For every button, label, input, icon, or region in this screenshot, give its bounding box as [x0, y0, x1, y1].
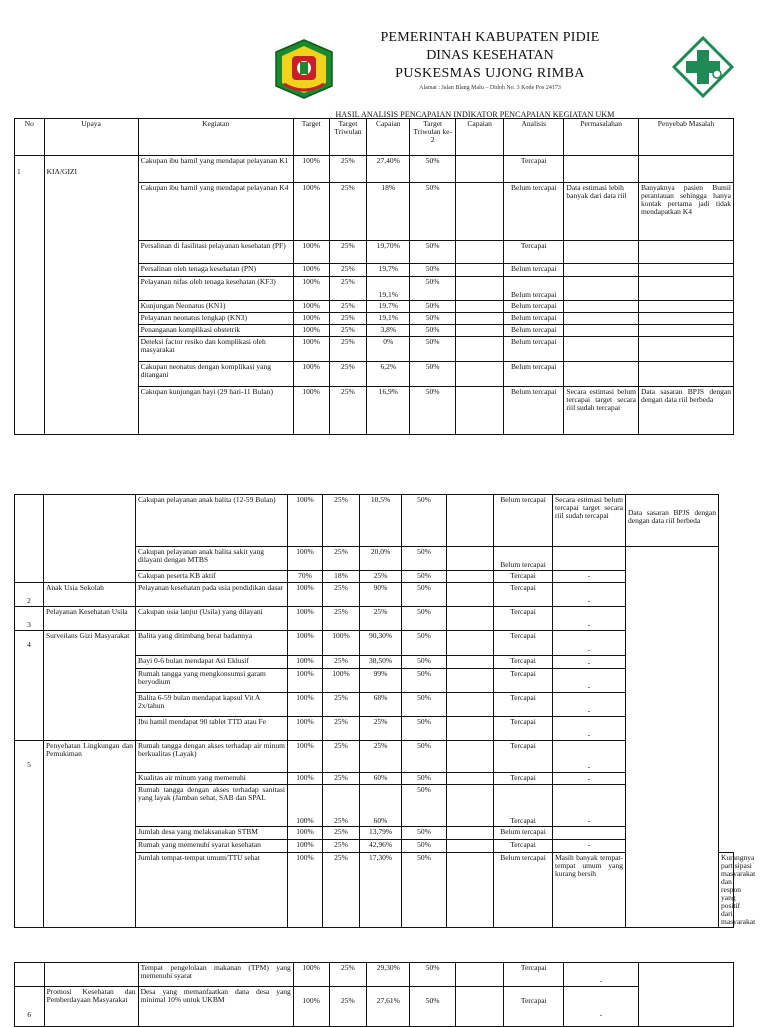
cell-analisis: Tercapai: [494, 785, 553, 827]
cell-capaian: 27,61%: [367, 987, 410, 1027]
cell-target-triwulan-2: 50%: [402, 785, 447, 827]
col-header-target-triwulan: Target Triwulan: [329, 119, 367, 156]
col-header-no: No: [15, 119, 45, 156]
cell-analisis: Belum tercapai: [504, 325, 564, 337]
cell-kegiatan: Pelayanan nifas oleh tenaga kesehatan (KF3): [138, 277, 293, 301]
cell-target-triwulan-2: 50%: [402, 547, 447, 571]
cell-target-triwulan: 25%: [329, 987, 367, 1027]
cell-permasalahan: [564, 362, 639, 387]
cell-target: 100%: [293, 264, 329, 277]
cell-analisis: Belum tercapai: [494, 827, 553, 840]
cell-kegiatan: Pelayanan neonatus lengkap (KN3): [138, 313, 293, 325]
table-page-1: [14, 118, 734, 435]
cell-permasalahan: -: [553, 669, 626, 693]
cell-capaian-2: [447, 840, 494, 853]
cell-kegiatan: Rumah tangga yang mengkonsumsi garam beryodium: [136, 669, 288, 693]
cell-target-triwulan-2: 50%: [410, 987, 456, 1027]
cell-kegiatan: Cakupan neonatus dengan komplikasi yang ditangani: [138, 362, 293, 387]
cell-permasalahan: -: [564, 963, 639, 987]
cell-analisis: Tercapai: [504, 156, 564, 183]
cell-target: 100%: [288, 583, 323, 607]
cell-target: 100%: [288, 785, 323, 827]
cell-target-triwulan-2: 50%: [410, 963, 456, 987]
cell-target: 100%: [288, 693, 323, 717]
cell-analisis: Tercapai: [504, 241, 564, 264]
cell-capaian-2: [456, 362, 504, 387]
cell-target: 100%: [288, 656, 323, 669]
cell-penyebab: Banyaknya pasien Bumil perantauan sehingga hanya kontak pertama jadi tidak mendapatkan K4: [638, 183, 733, 241]
cell-target-triwulan-2: 50%: [402, 607, 447, 631]
cell-capaian-2: [456, 264, 504, 277]
cell-kegiatan: Penanganan komplikasi obstetrik: [138, 325, 293, 337]
document-title: HASIL ANALISIS PENCAPAIAN INDIKATOR PENCAPAIAN KEGIATAN UKM: [335, 110, 615, 119]
cell-target-triwulan-2: 50%: [402, 656, 447, 669]
cell-permasalahan: [564, 325, 639, 337]
table-row: [15, 495, 734, 547]
cell-target-triwulan: 25%: [329, 156, 367, 183]
cell-kegiatan: Persalinan di fasilitasi pelayanan kesehatan (PF): [138, 241, 293, 264]
cell-penyebab: [626, 547, 719, 928]
cell-target-triwulan: 25%: [323, 693, 360, 717]
cell-analisis: Tercapai: [504, 987, 564, 1027]
cell-capaian-2: [456, 963, 504, 987]
cell-target-triwulan-2: 50%: [410, 301, 456, 313]
cell-permasalahan: [564, 301, 639, 313]
cell-capaian-2: [456, 241, 504, 264]
cell-capaian-2: [456, 987, 504, 1027]
cell-penyebab: [638, 337, 733, 362]
cell-target-triwulan-2: 50%: [402, 741, 447, 773]
cell-target-triwulan-2: 50%: [402, 631, 447, 656]
cell-no: 4: [15, 631, 44, 741]
cell-capaian: 25%: [360, 607, 402, 631]
cell-target-triwulan: 25%: [323, 773, 360, 785]
header-government: PEMERINTAH KABUPATEN PIDIE: [380, 30, 600, 45]
cell-analisis: Tercapai: [494, 773, 553, 785]
cell-target-triwulan-2: 50%: [402, 827, 447, 840]
cell-target-triwulan-2: 50%: [410, 183, 456, 241]
cell-capaian-2: [447, 853, 494, 928]
cell-target-triwulan: 25%: [329, 313, 367, 325]
cell-target: 100%: [288, 840, 323, 853]
cell-analisis: Tercapai: [494, 669, 553, 693]
cell-target-triwulan: 25%: [329, 301, 367, 313]
cell-kegiatan: Rumah yang memenuhi syarat kesehatan: [136, 840, 288, 853]
cell-capaian: 99%: [360, 669, 402, 693]
cell-permasalahan: -: [553, 631, 626, 656]
cell-target-triwulan: 25%: [329, 241, 367, 264]
cell-target-triwulan: 25%: [323, 607, 360, 631]
cell-capaian: 25%: [360, 717, 402, 741]
cell-capaian-2: [456, 277, 504, 301]
cell-permasalahan: -: [553, 717, 626, 741]
cell-permasalahan: [564, 264, 639, 277]
cell-kegiatan: Pelayanan kesehatan pada usia pendidikan dasar: [136, 583, 288, 607]
cell-analisis: Tercapai: [494, 631, 553, 656]
cell-target: 100%: [288, 495, 323, 547]
table-row: [15, 156, 734, 183]
col-header-penyebab: Penyebab Masalah: [638, 119, 733, 156]
cell-kegiatan: Ibu hamil mendapat 90 tablet TTD atau Fe: [136, 717, 288, 741]
cell-target: 100%: [293, 325, 329, 337]
cell-permasalahan: -: [553, 840, 626, 853]
cell-penyebab: [638, 301, 733, 313]
cell-target-triwulan-2: 50%: [410, 387, 456, 435]
table-page-3: [14, 962, 734, 1027]
cell-analisis: Belum tercapai: [494, 495, 553, 547]
cell-capaian-2: [447, 607, 494, 631]
cell-analisis: Belum tercapai: [504, 301, 564, 313]
cell-kegiatan: Kunjungan Neonatus (KN1): [138, 301, 293, 313]
cell-target: 100%: [288, 853, 323, 928]
cell-capaian-2: [447, 583, 494, 607]
cell-target-triwulan-2: 50%: [402, 717, 447, 741]
cell-target-triwulan-2: 50%: [410, 264, 456, 277]
cell-capaian: 20,0%: [360, 547, 402, 571]
cell-kegiatan: Cakupan kunjungan bayi (29 hari-11 Bulan): [138, 387, 293, 435]
cell-target-triwulan: 25%: [323, 785, 360, 827]
cell-kegiatan: Bayi 0-6 bulan mendapat Asi Eklusif: [136, 656, 288, 669]
cell-permasalahan: [564, 277, 639, 301]
cell-permasalahan: [553, 827, 626, 840]
cell-target-triwulan: 25%: [323, 741, 360, 773]
cell-analisis: Tercapai: [494, 571, 553, 583]
cell-target-triwulan-2: 50%: [402, 773, 447, 785]
cell-kegiatan: Jumlah tempat-tempat umum/TTU sehat: [136, 853, 288, 928]
cell-target: 100%: [288, 827, 323, 840]
cell-kegiatan: Cakupan pelayanan anak balita (12-59 Bulan): [136, 495, 288, 547]
cell-target-triwulan: 100%: [323, 631, 360, 656]
cell-target: 100%: [293, 241, 329, 264]
cell-target-triwulan: 25%: [329, 387, 367, 435]
cell-kegiatan: Desa yang memanfaatkan dana desa yang minimal 10% untuk UKBM: [138, 987, 293, 1027]
cell-target-triwulan: 18%: [323, 571, 360, 583]
cell-analisis: Tercapai: [494, 741, 553, 773]
cell-target-triwulan: 25%: [323, 583, 360, 607]
cell-capaian: 19,1%: [367, 277, 410, 301]
cell-capaian-2: [447, 669, 494, 693]
cell-penyebab: [638, 313, 733, 325]
cell-target-triwulan-2: 50%: [402, 840, 447, 853]
cell-target-triwulan-2: 50%: [402, 669, 447, 693]
cell-target-triwulan: 25%: [323, 840, 360, 853]
cell-kegiatan: Cakupan pelayanan anak balita sakit yang dilayani dengan MTBS: [136, 547, 288, 571]
cell-upaya: [44, 495, 136, 583]
table-header-row: [15, 119, 734, 156]
cell-capaian-2: [447, 571, 494, 583]
cell-target-triwulan-2: 50%: [402, 495, 447, 547]
cell-target-triwulan-2: 50%: [402, 693, 447, 717]
cell-target: 100%: [288, 773, 323, 785]
cell-capaian: 19,7%: [367, 264, 410, 277]
col-header-upaya: Upaya: [44, 119, 138, 156]
cell-capaian-2: [447, 827, 494, 840]
cell-target: 100%: [293, 301, 329, 313]
cell-analisis: Tercapai: [504, 963, 564, 987]
cell-target: 100%: [293, 337, 329, 362]
cell-capaian-2: [447, 693, 494, 717]
cell-capaian: 42,96%: [360, 840, 402, 853]
cell-capaian: 6,2%: [367, 362, 410, 387]
cell-target-triwulan: 25%: [329, 264, 367, 277]
cell-target: 70%: [288, 571, 323, 583]
cell-kegiatan: Jumlah desa yang melaksanakan STBM: [136, 827, 288, 840]
cell-analisis: Belum tercapai: [504, 362, 564, 387]
cell-upaya: Pelayanan Kesehatan Usila: [44, 607, 136, 631]
cell-analisis: Belum tercapai: [504, 337, 564, 362]
cell-capaian-2: [456, 387, 504, 435]
cell-no: [15, 495, 44, 583]
cell-target: 100%: [293, 387, 329, 435]
cell-capaian: 0%: [367, 337, 410, 362]
table-row: [15, 963, 734, 987]
cell-analisis: Belum tercapai: [504, 264, 564, 277]
cell-target: 100%: [293, 277, 329, 301]
cell-analisis: Belum tercapai: [494, 853, 553, 928]
cell-no: 1: [15, 156, 45, 435]
cell-capaian: 17,30%: [360, 853, 402, 928]
cell-capaian: 60%: [360, 785, 402, 827]
cell-kegiatan: Deteksi factor resiko dan komplikasi oleh masyarakat: [138, 337, 293, 362]
cell-capaian: 18%: [367, 183, 410, 241]
cell-target-triwulan: 25%: [323, 827, 360, 840]
cell-capaian: 38,50%: [360, 656, 402, 669]
cell-no: 3: [15, 607, 44, 631]
table-row: [15, 987, 734, 1027]
cell-upaya: Promosi Kesehatan dan Pemberdayaan Masyarakat: [44, 987, 138, 1027]
cell-capaian: 90,30%: [360, 631, 402, 656]
cell-permasalahan: -: [553, 656, 626, 669]
cell-capaian: 25%: [360, 571, 402, 583]
cell-capaian-2: [447, 495, 494, 547]
cell-capaian-2: [456, 156, 504, 183]
cell-capaian: 19,7%: [367, 301, 410, 313]
pidie-regency-crest-icon: [272, 38, 336, 100]
cell-capaian: 13,79%: [360, 827, 402, 840]
cell-capaian: 16,9%: [367, 387, 410, 435]
cell-analisis: Belum tercapai: [504, 277, 564, 301]
cell-no: 2: [15, 583, 44, 607]
col-header-target-triwulan-2: Target Triwulan ke-2: [410, 119, 456, 156]
puskesmas-cross-icon: [672, 36, 734, 98]
cell-permasalahan: [564, 156, 639, 183]
cell-penyebab: Data sasaran BPJS dengan dengan data riil berbeda: [626, 495, 719, 547]
cell-permasalahan: Secara estimasi belum tercapai target secara riil sudah tercapai: [564, 387, 639, 435]
cell-analisis: Tercapai: [494, 693, 553, 717]
cell-target-triwulan: 25%: [329, 277, 367, 301]
cell-target-triwulan: 25%: [323, 717, 360, 741]
cell-target-triwulan-2: 50%: [410, 156, 456, 183]
cell-kegiatan: Cakupan ibu hamil yang mendapat pelayanan K1: [138, 156, 293, 183]
cell-permasalahan: -: [564, 987, 639, 1027]
cell-permasalahan: Data estimasi lebih banyak dari data riil: [564, 183, 639, 241]
cell-target-triwulan: 25%: [323, 495, 360, 547]
cell-target: 100%: [288, 717, 323, 741]
cell-capaian: 27,40%: [367, 156, 410, 183]
cell-no: 5: [15, 741, 44, 928]
cell-capaian: 19,1%: [367, 313, 410, 325]
cell-kegiatan: Tempat pengelolaan makanan (TPM) yang memenuhi syarat: [138, 963, 293, 987]
cell-capaian-2: [447, 717, 494, 741]
header-puskesmas: PUSKESMAS UJONG RIMBA: [395, 66, 585, 81]
cell-target: 100%: [288, 669, 323, 693]
cell-permasalahan: Masih banyak tempat-tempat umum yang kurang bersih: [553, 853, 626, 928]
cell-permasalahan: -: [553, 583, 626, 607]
cell-penyebab: [638, 241, 733, 264]
cell-kegiatan: Persalinan oleh tenaga kesehatan (PN): [138, 264, 293, 277]
cell-permasalahan: -: [553, 607, 626, 631]
cell-upaya: Anak Usia Sekolah: [44, 583, 136, 607]
col-header-capaian: Capaian: [367, 119, 410, 156]
cell-capaian: 3,8%: [367, 325, 410, 337]
cell-target-triwulan-2: 50%: [402, 571, 447, 583]
cell-target: 100%: [288, 547, 323, 571]
cell-capaian-2: [456, 313, 504, 325]
cell-analisis: Belum tercapai: [504, 387, 564, 435]
cell-analisis: Tercapai: [494, 717, 553, 741]
cell-target-triwulan-2: 50%: [410, 325, 456, 337]
cell-kegiatan: Balita 6-59 bulan mendapat kapsul Vit A 2x/tahun: [136, 693, 288, 717]
cell-permasalahan: -: [553, 571, 626, 583]
cell-kegiatan: Rumah tangga dengan akses terhadap air minum berkualitas (Layak): [136, 741, 288, 773]
cell-penyebab: [638, 963, 733, 1027]
cell-capaian-2: [456, 337, 504, 362]
cell-target-triwulan-2: 50%: [410, 313, 456, 325]
cell-capaian-2: [456, 183, 504, 241]
cell-target: 100%: [288, 607, 323, 631]
cell-target: 100%: [293, 987, 329, 1027]
cell-kegiatan: Rumah tangga dengan akses terhadap sanitasi yang layak (Jamban sehat, SAB dan SPAL: [136, 785, 288, 827]
cell-capaian: 90%: [360, 583, 402, 607]
cell-permasalahan: -: [553, 741, 626, 773]
cell-permasalahan: Secara estimasi belum tercapai target secara riil sudah tercapai: [553, 495, 626, 547]
cell-permasalahan: -: [553, 693, 626, 717]
table-page-2: [14, 494, 756, 928]
cell-analisis: Tercapai: [494, 583, 553, 607]
cell-target-triwulan: 25%: [323, 547, 360, 571]
cell-penyebab: Kurangnya partisipasi masyarakat dan respon yang positif dari masyarakat: [719, 853, 734, 928]
cell-target-triwulan: 25%: [323, 656, 360, 669]
cell-target-triwulan: 25%: [329, 325, 367, 337]
cell-target-triwulan: 25%: [329, 963, 367, 987]
cell-permasalahan: [564, 337, 639, 362]
cell-upaya: [44, 963, 138, 987]
cell-capaian-2: [456, 325, 504, 337]
letterhead: [0, 0, 768, 118]
cell-kegiatan: Cakupan ibu hamil yang mendapat pelayanan K4: [138, 183, 293, 241]
cell-upaya: Penyehatan Lingkungan dan Pemukiman: [44, 741, 136, 928]
cell-capaian: 25%: [360, 741, 402, 773]
cell-penyebab: [638, 156, 733, 183]
cell-penyebab: Data sasaran BPJS dengan dengan data riil berbeda: [638, 387, 733, 435]
cell-target-triwulan-2: 50%: [410, 241, 456, 264]
cell-analisis: Tercapai: [494, 607, 553, 631]
col-header-capaian-2: Capaian: [456, 119, 504, 156]
cell-target-triwulan-2: 50%: [410, 337, 456, 362]
cell-target-triwulan-2: 50%: [410, 362, 456, 387]
cell-target-triwulan-2: 50%: [402, 583, 447, 607]
cell-target: 100%: [293, 362, 329, 387]
cell-analisis: Belum tercapai: [504, 313, 564, 325]
cell-permasalahan: -: [553, 773, 626, 785]
cell-analisis: Tercapai: [494, 840, 553, 853]
cell-target: 100%: [293, 156, 329, 183]
cell-capaian: 19,70%: [367, 241, 410, 264]
cell-capaian: 68%: [360, 693, 402, 717]
cell-capaian: 60%: [360, 773, 402, 785]
cell-penyebab: [638, 264, 733, 277]
header-address: Alamat : Jalan Blang Malu – Didoh No. 3 Kode Pos 24173: [419, 85, 561, 91]
cell-permasalahan: -: [553, 785, 626, 827]
cell-target-triwulan-2: 50%: [410, 277, 456, 301]
cell-no: 6: [15, 987, 45, 1027]
cell-kegiatan: Cakupan peserta KB aktif: [136, 571, 288, 583]
cell-target-triwulan-2: 50%: [402, 853, 447, 928]
cell-target-triwulan: 100%: [323, 669, 360, 693]
cell-target-triwulan: 25%: [323, 853, 360, 928]
cell-penyebab: [638, 277, 733, 301]
cell-capaian: 10,5%: [360, 495, 402, 547]
cell-capaian-2: [447, 785, 494, 827]
cell-upaya: Surveilans Gizi Masyarakat: [44, 631, 136, 741]
cell-no: [15, 963, 45, 987]
cell-target-triwulan: 25%: [329, 183, 367, 241]
cell-permasalahan: [564, 241, 639, 264]
cell-capaian: 29,30%: [367, 963, 410, 987]
col-header-kegiatan: Kegiatan: [138, 119, 293, 156]
cell-capaian-2: [447, 773, 494, 785]
header-department: DINAS KESEHATAN: [426, 48, 554, 63]
cell-target: 100%: [288, 631, 323, 656]
cell-analisis: Belum tercapai: [494, 547, 553, 571]
cell-target: 100%: [293, 183, 329, 241]
cell-kegiatan: Cakupan usia lanjut (Usila) yang dilayani: [136, 607, 288, 631]
cell-capaian-2: [447, 741, 494, 773]
col-header-target: Target: [293, 119, 329, 156]
cell-target: 100%: [288, 741, 323, 773]
cell-target: 100%: [293, 963, 329, 987]
cell-target-triwulan: 25%: [329, 337, 367, 362]
cell-penyebab: [638, 362, 733, 387]
cell-kegiatan: Kualitas air minum yang memenuhi: [136, 773, 288, 785]
cell-upaya: KIA/GIZI: [44, 156, 138, 435]
cell-capaian-2: [447, 631, 494, 656]
cell-kegiatan: Balita yang ditimbang berat badannya: [136, 631, 288, 656]
cell-capaian-2: [447, 656, 494, 669]
cell-capaian-2: [456, 301, 504, 313]
cell-penyebab: [638, 325, 733, 337]
cell-target-triwulan: 25%: [329, 362, 367, 387]
cell-target: 100%: [293, 313, 329, 325]
col-header-analisis: Analisis: [504, 119, 564, 156]
cell-analisis: Tercapai: [494, 656, 553, 669]
cell-capaian-2: [447, 547, 494, 571]
cell-permasalahan: [564, 313, 639, 325]
col-header-permasalahan: Permasalahan: [564, 119, 639, 156]
cell-permasalahan: [553, 547, 626, 571]
cell-analisis: Belum tercapai: [504, 183, 564, 241]
